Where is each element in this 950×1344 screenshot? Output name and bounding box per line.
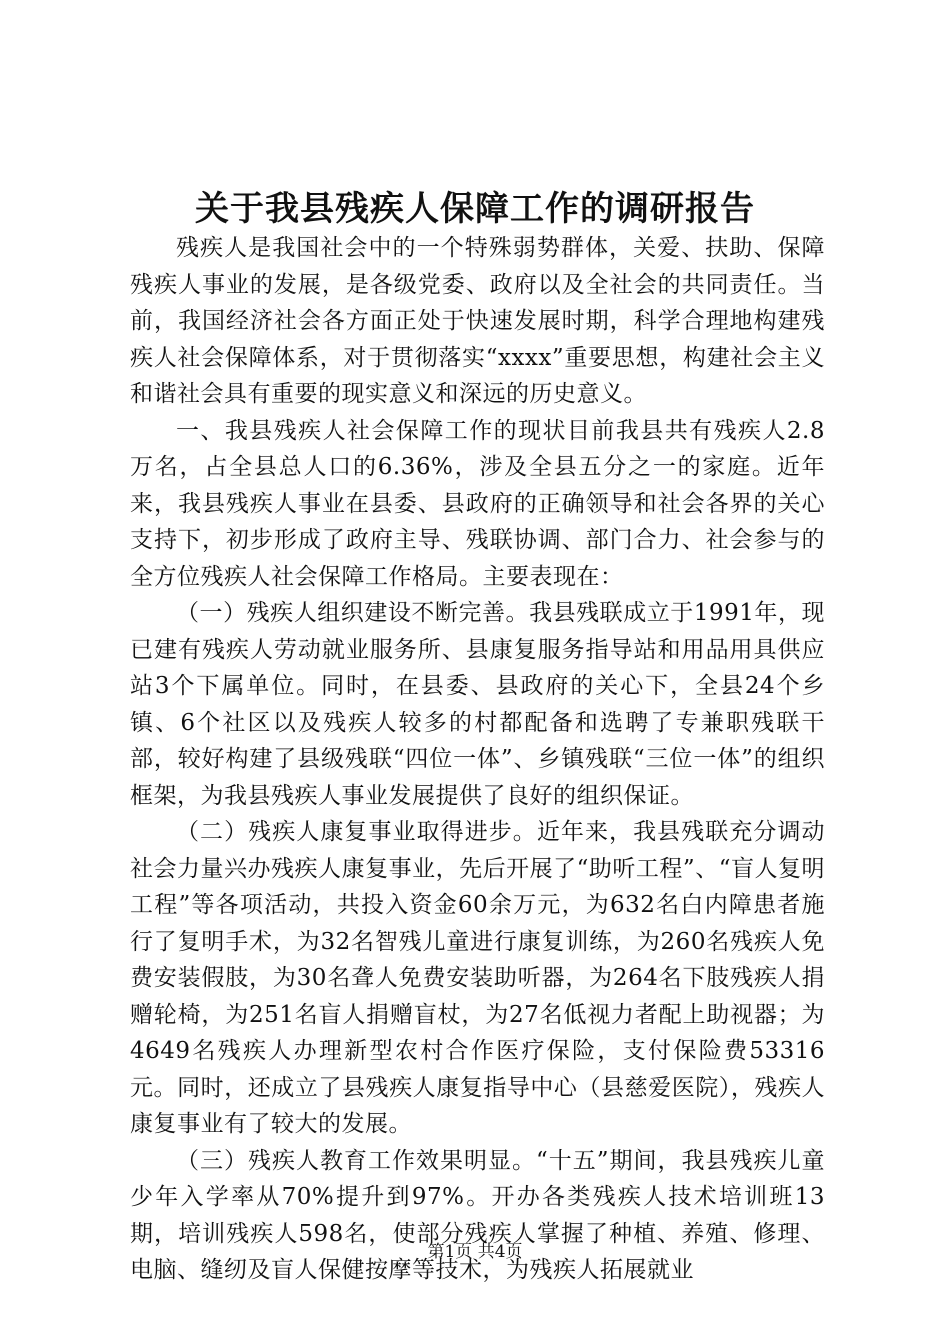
paragraph-intro: 残疾人是我国社会中的一个特殊弱势群体，关爱、扶助、保障残疾人事业的发展，是各级党委、政府以及全社会的共同责任。当前，我国经济社会各方面正处于快速发展时期，科学合理地构建残疾人社会保障体系，对于贯彻落实“xxxx”重要思想，构建社会主义和谐社会具有重要的现实意义和深远的历史意义。	[130, 235, 825, 407]
paragraph-education: （三）残疾人教育工作效果明显。“十五”期间，我县残疾儿童少年入学率从70%提升到97%。开办各类残疾人技术培训班13期，培训残疾人598名，使部分残疾人掌握了种植、养殖、修理、电脑、缝纫及盲人保健按摩等技术，为残疾人拓展就业	[130, 1147, 825, 1283]
paragraph-section-one: 一、我县残疾人社会保障工作的现状目前我县共有残疾人2.8万名，占全县总人口的6.36%，涉及全县五分之一的家庭。近年来，我县残疾人事业在县委、县政府的正确领导和社会各界的关心支持下，初步形成了政府主导、残联协调、部门合力、社会参与的全方位残疾人社会保障工作格局。主要表现在：	[130, 417, 825, 590]
paragraph-organization: （一）残疾人组织建设不断完善。我县残联成立于1991年，现已建有残疾人劳动就业服务所、县康复服务指导站和用品用具供应站3个下属单位。同时，在县委、县政府的关心下，全县24个乡镇、6个社区以及残疾人较多的村都配备和选聘了专兼职残联干部，较好构建了县级残联“四位一体”、乡镇残联“三位一体”的组织框架，为我县残疾人事业发展提供了良好的组织保证。	[130, 600, 825, 809]
page-number-footer: 第1页 共4页	[427, 1242, 523, 1262]
document-title: 关于我县残疾人保障工作的调研报告	[195, 189, 755, 229]
paragraph-rehabilitation: （二）残疾人康复事业取得进步。近年来，我县残联充分调动社会力量兴办残疾人康复事业，先后开展了“助听工程”、“盲人复明工程”等各项活动，共投入资金60余万元，为632名白内障患者施行了复明手术，为32名智残儿童进行康复训练，为260名残疾人免费安装假肢，为30名聋人免费安装助听器，为264名下肢残疾人捐赠轮椅，为251名盲人捐赠盲杖，为27名低视力者配上助视器；为4649名残疾人办理新型农村合作医疗保险，支付保险费53316元。同时，还成立了县残疾人康复指导中心（县慈爱医院），残疾人康复事业有了较大的发展。	[130, 819, 825, 1137]
document-body	[130, 230, 825, 1289]
